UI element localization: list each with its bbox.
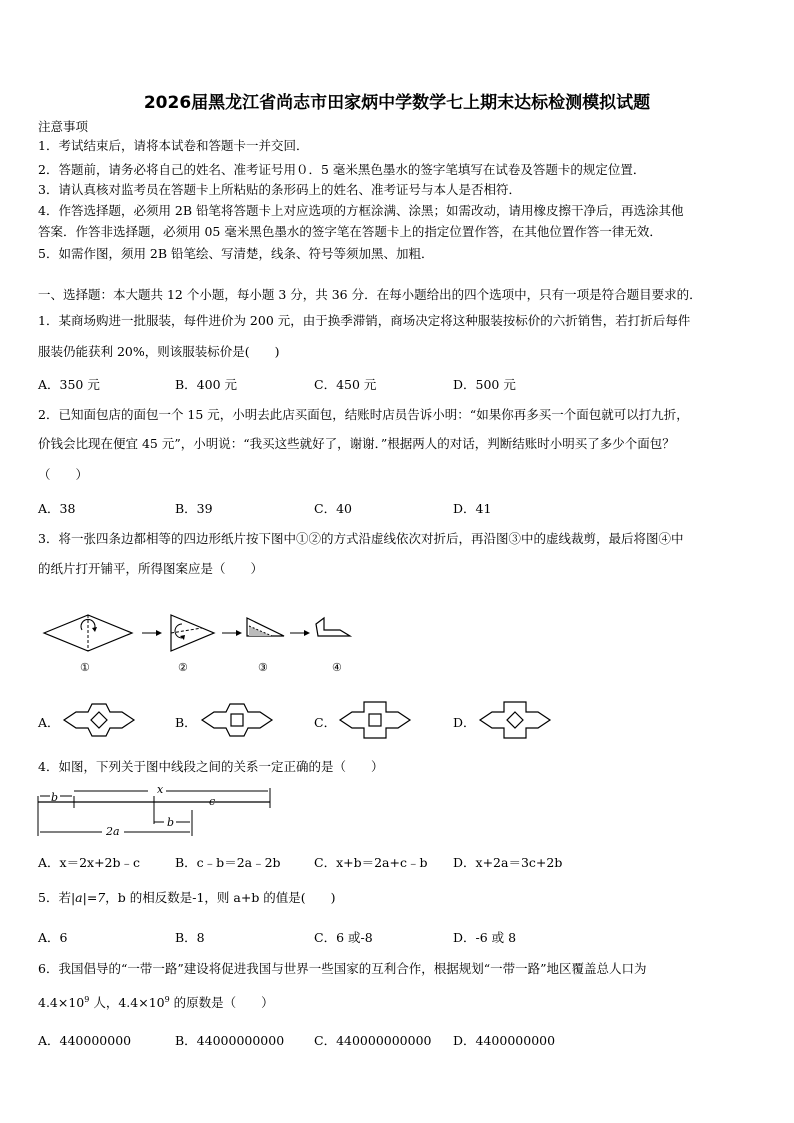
q4-label-b-lower: b <box>167 816 175 829</box>
q4-option-d[interactable]: D．x+2a＝3c+2b <box>453 855 563 870</box>
q1-option-c[interactable]: C．450 元 <box>314 377 377 392</box>
arrow-icon <box>304 630 310 636</box>
notice-item-4: 4．作答选择题，必须用 2B 铅笔将答题卡上对应选项的方框涂满、涂黑；如需改动，请用橡皮擦干净后，再选涂其他 <box>38 203 684 218</box>
notice-item-5: 5．如需作图，须用 2B 铅笔绘、写清楚，线条、符号等须加黑、加粗． <box>38 246 434 261</box>
q2-option-d[interactable]: D．41 <box>453 501 492 516</box>
q2-line1: 2．已知面包店的面包一个 15 元，小明去此店买面包，结账时店员告诉小明：“如果你再多买一个面包就可以打九折， <box>38 407 689 422</box>
cut-shape <box>316 618 350 636</box>
q5-prefix: 5．若 <box>38 890 71 905</box>
q2-line2: 价钱会比现在便宜 45 元”，小明说：“我买这些就好了，谢谢．”根据两人的对话，判断结账时小明买了多少个面包？ <box>38 436 675 451</box>
q6-line1: 6．我国倡导的“一带一路”建设将促进我国与世界一些国家的互利合作，根据规划“一带一路”地区覆盖总人口为 <box>38 961 647 976</box>
q3-fig-label-2: ② <box>178 661 188 674</box>
q6-sci-1: 4.4×10 <box>38 995 85 1011</box>
q3-fig-label-3: ③ <box>258 661 268 674</box>
q5-abs-expression: |a|=7 <box>70 890 106 905</box>
q4-line1: 4．如图，下列关于图中线段之间的关系一定正确的是（ ） <box>38 759 384 774</box>
section-heading: 一、选择题：本大题共 12 个小题，每小题 3 分，共 36 分．在每小题给出的四个选项中，只有一项是符合题目要求的． <box>38 287 702 302</box>
q3-option-b-label[interactable]: B． <box>175 715 197 730</box>
q1-option-b[interactable]: B．400 元 <box>175 377 238 392</box>
q3-option-c-figure[interactable] <box>338 698 412 742</box>
q6-mid: 人， <box>89 995 119 1011</box>
notice-item-1: 1．考试结束后，请将本试卷和答题卡一并交回． <box>38 138 309 153</box>
q4-label-c: c <box>209 795 216 808</box>
q6-exp-1: 9 <box>84 995 90 1004</box>
notice-item-3: 3．请认真核对监考员在答题卡上所粘贴的条形码上的姓名、准考证号与本人是否相符． <box>38 182 521 197</box>
q4-option-a[interactable]: A．x＝2x+2b﹣c <box>38 855 141 870</box>
q1-option-a[interactable]: A．350 元 <box>38 377 100 392</box>
q3-option-c-label[interactable]: C． <box>314 715 337 730</box>
q1-line2: 服装仍能获利 20%，则该服装标价是( ) <box>38 344 280 359</box>
q5-suffix: ，b 的相反数是-1，则 a+b 的值是( ) <box>105 890 336 905</box>
q3-line2: 的纸片打开铺平，所得图案应是（ ） <box>38 561 264 576</box>
q3-line1: 3．将一张四条边都相等的四边形纸片按下图中①②的方式沿虚线依次对折后，再沿图③中的虚线裁剪，最后将图④中 <box>38 531 684 546</box>
notice-item-2: 2．答题前，请务必将自己的姓名、准考证号用０．5 毫米黑色墨水的签字笔填写在试卷及答题卡的规定位置． <box>38 162 646 177</box>
q6-sci-2: 4.4×10 <box>118 995 165 1011</box>
q5-line <box>38 890 336 906</box>
arrow-icon <box>236 630 242 636</box>
q2-option-a[interactable]: A．38 <box>38 501 76 516</box>
q4-label-b-top: b <box>51 791 59 804</box>
notice-heading: 注意事项 <box>38 119 89 134</box>
q5-option-b[interactable]: B．8 <box>175 930 205 945</box>
q2-line3: （ ） <box>38 467 89 482</box>
q6-exp-2: 9 <box>164 995 170 1004</box>
q4-option-c[interactable]: C．x+b＝2a+c﹣b <box>314 855 428 870</box>
q2-option-b[interactable]: B．39 <box>175 501 213 516</box>
q5-option-a[interactable]: A．6 <box>38 930 68 945</box>
q3-fig-label-1: ① <box>80 661 90 674</box>
q2-option-c[interactable]: C．40 <box>314 501 352 516</box>
q6-line2 <box>38 992 274 1011</box>
q6-option-a[interactable]: A．440000000 <box>38 1033 132 1048</box>
q3-fig-label-4: ④ <box>332 661 342 674</box>
q6-option-d[interactable]: D．4400000000 <box>453 1033 556 1048</box>
q3-option-d-label[interactable]: D． <box>453 715 476 730</box>
q5-option-c[interactable]: C．6 或-8 <box>314 930 373 945</box>
q3-option-a-figure[interactable] <box>62 700 136 740</box>
notice-item-4-cont: 答案．作答非选择题，必须用 05 毫米黑色墨水的签字笔在答题卡上的指定位置作答，在其他位置作答一律无效． <box>38 224 662 239</box>
q6-option-b[interactable]: B．44000000000 <box>175 1033 285 1048</box>
q6-option-c[interactable]: C．440000000000 <box>314 1033 432 1048</box>
arrow-icon <box>156 630 162 636</box>
q3-option-d-figure[interactable] <box>478 698 552 742</box>
q4-label-x: x <box>157 783 164 796</box>
q6-tail: 的原数是（ ） <box>169 995 274 1011</box>
q1-line1: 1．某商场购进一批服装，每件进价为 200 元，由于换季滞销，商场决定将这种服装按标价的六折销售，若打折后每件 <box>38 313 691 328</box>
q3-option-a-label[interactable]: A． <box>38 715 60 730</box>
q5-option-d[interactable]: D．-6 或 8 <box>453 930 517 945</box>
q1-option-d[interactable]: D．500 元 <box>453 377 516 392</box>
page-title: 2026届黑龙江省尚志市田家炳中学数学七上期末达标检测模拟试题 <box>143 93 651 113</box>
q4-option-b[interactable]: B．c﹣b＝2a﹣2b <box>175 855 281 870</box>
q4-label-2a: 2a <box>106 825 120 838</box>
triangle-shape <box>171 615 214 651</box>
q3-option-b-figure[interactable] <box>200 700 274 740</box>
q3-folding-figure <box>44 610 364 674</box>
